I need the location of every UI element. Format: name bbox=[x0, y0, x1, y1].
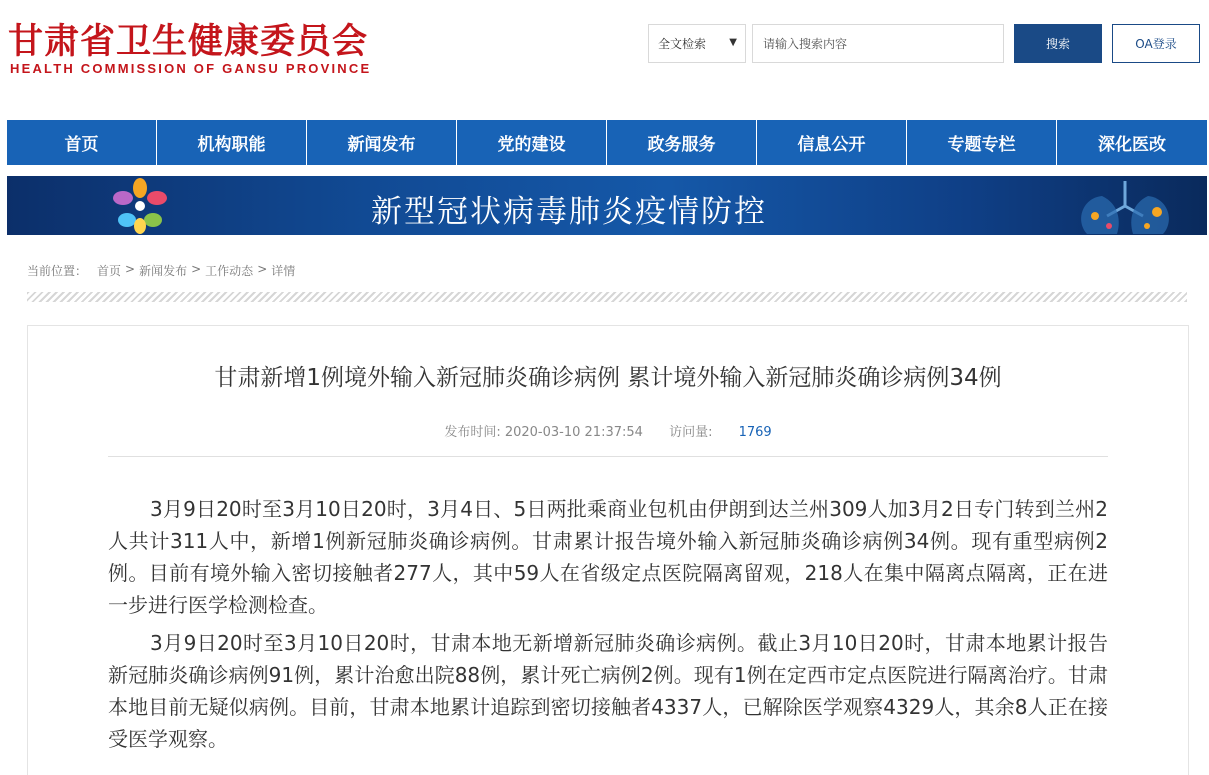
article-divider bbox=[108, 456, 1108, 457]
decorative-divider bbox=[27, 292, 1187, 302]
publish-label: 发布时间: bbox=[444, 425, 501, 440]
breadcrumb-link-news[interactable]: 新闻发布 bbox=[139, 264, 188, 278]
search-button[interactable]: 搜索 bbox=[1014, 24, 1102, 63]
breadcrumb-label: 当前位置： bbox=[27, 264, 88, 278]
oa-login-button[interactable]: OA登录 bbox=[1112, 24, 1200, 63]
article-meta bbox=[28, 421, 1188, 440]
nav-item-party[interactable]: 党的建设 bbox=[457, 120, 607, 165]
views-label: 访问量: bbox=[669, 425, 713, 440]
site-header bbox=[0, 0, 1209, 112]
article-paragraph: 3月9日20时至3月10日20时，甘肃本地无新增新冠肺炎确诊病例。截止3月10日20时，甘肃本地累计报告新冠肺炎确诊病例91例，累计治愈出院88例，累计死亡病例2例。现有1例在定西市定点医院进行隔离治疗。甘肃本地目前无疑似病例。目前，甘肃本地累计追踪到密切接触者4337人，已解除医学观察4329人，其余8人正在接受医学观察。 bbox=[108, 631, 1108, 751]
banner-title: 新型冠状病毒肺炎疫情防控 bbox=[371, 194, 767, 230]
breadcrumb-current: 详情 bbox=[271, 264, 296, 278]
search-scope-value: 全文检索 bbox=[658, 37, 707, 51]
nav-item-organization[interactable]: 机构职能 bbox=[157, 120, 307, 165]
breadcrumb-link-work-news[interactable]: 工作动态 bbox=[205, 264, 254, 278]
breadcrumb-separator: > bbox=[125, 262, 136, 276]
breadcrumb-separator: > bbox=[257, 262, 268, 276]
search-scope-select[interactable] bbox=[648, 24, 746, 63]
site-logo-chinese[interactable]: 甘肃省卫生健康委员会 bbox=[8, 21, 369, 62]
main-nav bbox=[7, 120, 1207, 165]
epidemic-banner[interactable] bbox=[7, 176, 1207, 235]
article-panel bbox=[27, 325, 1189, 775]
flower-emblem-icon bbox=[105, 176, 175, 235]
breadcrumb-link-home[interactable]: 首页 bbox=[97, 264, 122, 278]
breadcrumb-separator: > bbox=[191, 262, 202, 276]
nav-item-disclosure[interactable]: 信息公开 bbox=[757, 120, 907, 165]
breadcrumb bbox=[27, 262, 299, 279]
nav-item-reform[interactable]: 深化医改 bbox=[1098, 135, 1166, 155]
nav-item-home[interactable]: 首页 bbox=[7, 120, 157, 165]
publish-time: 2020-03-10 21:37:54 bbox=[504, 425, 643, 440]
nav-item-services[interactable]: 政务服务 bbox=[607, 120, 757, 165]
search-input[interactable] bbox=[752, 24, 1004, 63]
site-logo-english[interactable]: HEALTH COMMISSION OF GANSU PROVINCE bbox=[10, 61, 372, 76]
nav-item-topics[interactable]: 专题专栏 bbox=[907, 120, 1057, 165]
views-count: 1769 bbox=[738, 425, 772, 440]
article-paragraph: 3月9日20时至3月10日20时，3月4日、5日两批乘商业包机由伊朗到达兰州309人加3月2日专门转到兰州2人共计311人中，新增1例新冠肺炎确诊病例。甘肃累计报告境外输入新冠肺炎确诊病例34例。现有重型病例2例。目前有境外输入密切接触者277人，其中59人在省级定点医院隔离留观，218人在集中隔离点隔离，正在进一步进行医学检测检查。 bbox=[108, 497, 1108, 617]
chevron-down-icon: ▼ bbox=[729, 37, 737, 48]
nav-item-news[interactable]: 新闻发布 bbox=[307, 120, 457, 165]
lung-virus-graphic-icon bbox=[1047, 176, 1207, 235]
article-title: 甘肃新增1例境外输入新冠肺炎确诊病例 累计境外输入新冠肺炎确诊病例34例 bbox=[214, 365, 1002, 391]
